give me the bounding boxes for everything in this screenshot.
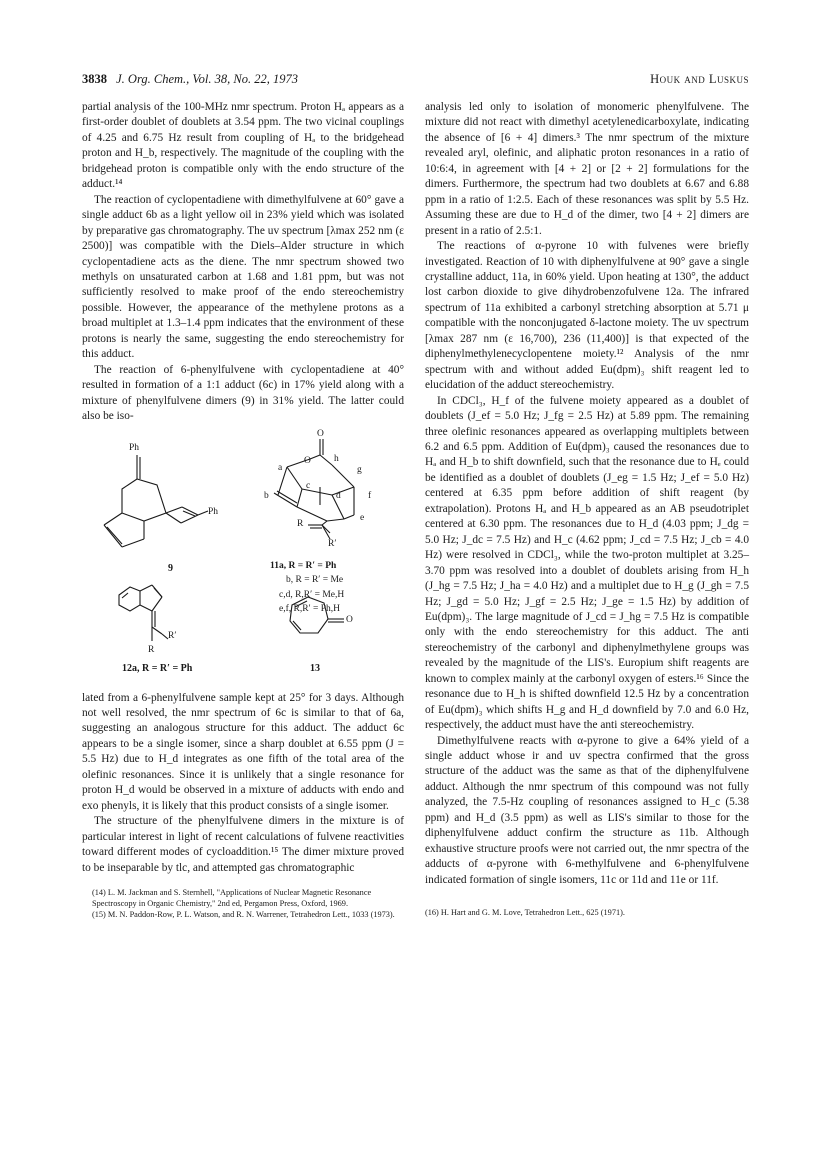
header-left	[82, 72, 298, 87]
label-h: h	[334, 453, 339, 464]
label-c: c	[306, 480, 311, 491]
right-column	[425, 100, 749, 919]
label-e: e	[360, 512, 365, 523]
legend-line: e,f, R,R′ = Ph,H	[279, 604, 341, 615]
label-oxygen: O	[304, 455, 311, 466]
structure-11	[274, 439, 354, 539]
label-r: R	[148, 644, 155, 655]
structures-figure	[82, 427, 404, 685]
paragraph: The reaction of 6-phenylfulvene with cyclopentadiene at 40° resulted in formation of a 1:1 adduct (6c) in 17% yield along with a mixture of phenylfulvene dimers (9) in 31% yield. The latter could also be iso-	[82, 363, 404, 423]
legend-11	[270, 559, 344, 617]
label-ph: Ph	[129, 442, 140, 453]
compound-number-13: 13	[310, 662, 320, 674]
paragraph: analysis led only to isolation of monomeric phenylfulvene. The mixture did not react with dimethyl acetylenedicarboxylate, indicating the absence of [6 + 4] dimers.³ The nmr spectrum of the mixture revealed aryl, olefinic, and aliphatic proton resonances in a ratio of 10:6:4, in agreement with [4 + 2] or [2 + 2] formulations for the dimers. Furthermore, the spectrum had two doublets at 6.67 and 6.88 ppm in a ratio of 1:2.5. Each of these resonances was split by 5.5 Hz. Assuming these are due to H_d of the dimer, two [4 + 2] dimers are present in a ratio of 2.5:1.	[425, 101, 749, 237]
legend-line: b, R = R′ = Me	[286, 575, 344, 586]
paragraph: partial analysis of the 100-MHz nmr spectrum. Proton Hₐ appears as a first-order doublet of doublets at 3.54 ppm. The two vicinal couplings of 4.25 and 6.75 Hz result from coupling of Hₐ to the bridgehead proton and H_b, respectively. The magnitude of the coupling with the bridgehead proton is compatible only with the endo structure of the adduct.¹⁴	[82, 101, 404, 191]
paragraph: The reactions of α-pyrone 10 with fulvenes were briefly investigated. Reaction of 10 with diphenylfulvene at 90° gave a single crystalline adduct, 11a, in 60% yield. Upon heating at 130°, the adduct lost carbon dioxide to give dihydrobenzofulvene 12a. The infrared spectrum of 11a exhibited a carbonyl stretching absorption at 5.71 μ compatible with the nonconjugated δ-lactone moiety. The uv spectrum [λmax 287 nm (ε 16,700), 236 (11,400)] is that expected of the diphenylmethylenecyclopentene moiety.¹² Analysis of the nmr spectrum with and without added Eu(dpm)₃ shift reagent led to elucidation of the adduct stereochemistry.	[425, 240, 749, 392]
structures-drawing	[82, 427, 404, 685]
journal-citation: J. Org. Chem., Vol. 38, No. 22, 1973	[116, 72, 298, 86]
paragraph: In CDCl₃, H_f of the fulvene moiety appeared as a doublet of doublets (J_ef = 5.0 Hz; J_fg = 2.5 Hz) at 5.89 ppm. The remaining three olefinic resonances appeared as overlapping multiplets between 6.2 and 6.5 ppm. Addition of Eu(dpm)₃ caused the resonances due to Hₐ and H_b to shift downfield, such that the resonance due to Hₑ could be identified as a doublet of doublets (J_eg = 1.5 Hz; J_ef = 5.0 Hz) centered at 6.35 ppm before addition of shift reagent (by extrapolation). Protons Hₐ and H_b appeared as an AB pseudotriplet centered at 6.30 ppm. The resonances due to H_d (4.03 ppm; J_dg = 5.0 Hz; J_dc = 7.5 Hz) and H_c (4.62 ppm; J_cd = 7.5 Hz; J_cb = 4.0 Hz) were resolved in CDCl₃, while the two-proton multiplet at 3.25–3.70 ppm was resolved into a doublet of doublets arising from H_h (J_hg = 7.5 Hz; J_ha = 4.0 Hz) and a multiplet due to H_g (J_gh = 7.5 Hz; J_gd = 5.0 Hz; J_gf = 2.5 Hz; J_ge = 1.5 Hz) by addition of Eu(dpm)₃. The large magnitude of J_cd = J_hg = 7.5 Hz is compatible only with the endo stereochemistry for this adduct. The anti stereochemistry of the carbonyl and diphenylmethylene groups was revealed by the magnitude of the LIS's. Europium shift reagents are known to complex mainly at the carbonyl oxygen of esters.¹⁶ Since the resonance due to H_h is shifted downfield 12.5 Hz by a concentration of Eu(dpm)₃ which shifts H_g and H_d downfield by 7.0 and 6.0 Hz, respectively, the adduct must have the anti stereochemistry.	[425, 394, 749, 732]
paragraph: Dimethylfulvene reacts with α-pyrone to give a 64% yield of a single adduct whose ir and uv spectra confirmed that the gross structure of the adduct was the same as that of the diphenylfulvene adduct. Although the nmr spectrum of this compound was not fully analyzed, the 7.5-Hz coupling of resonances assigned to H_c (5.38 ppm) and H_d (3.5 ppm) as well as LIS's similar to those for the diphenylfulvene adduct confirm the structure as 11b. Although exhaustive structure proofs were not carried out, the nmr spectra of the adducts of α-pyrone with 6-methylfulvene and 6-phenylfulvene indicated formation of single isomers, 11c or 11d and 11e or 11f.	[425, 734, 749, 886]
label-d: d	[336, 490, 341, 501]
structure-9	[104, 455, 208, 547]
label-f: f	[368, 490, 372, 501]
legend-line: c,d, R,R′ = Me,H	[279, 589, 345, 600]
footnote: (16) H. Hart and G. M. Love, Tetrahedron Lett., 625 (1971).	[425, 908, 625, 918]
legend-line: 11a, R = R′ = Ph	[270, 560, 337, 571]
footnotes	[82, 888, 404, 921]
paragraph: The reaction of cyclopentadiene with dimethylfulvene at 60° gave a single adduct 6b as a light yellow oil in 23% yield which was isolated by preparative gas chromatography. The uv spectrum [λmax 252 nm (ε 2500)] was compatible with the Diels–Alder structure in which cyclopentadiene acts as the diene. The nmr spectrum showed two methyls on unsaturated carbon at 1.68 and 1.81 ppm, but was not sufficiently resolved to make proof of the endo stereochemistry possible. However, the appearance of the methylene protons as a broad multiplet at 1.3–1.4 ppm indicates that the environment of these protons is nearly the same, suggesting the endo stereochemistry for this adduct.	[82, 193, 404, 361]
footnote: (15) M. N. Paddon-Row, P. L. Watson, and R. N. Warrener, Tetrahedron Lett., 1033 (1973).	[92, 910, 395, 920]
label-a: a	[278, 462, 283, 473]
paragraph: The structure of the phenylfulvene dimers in the mixture is of particular interest in light of recent calculations of fulvene reactivities toward different modes of cycloaddition.¹⁵ The dimer mixture proved to be inseparable by tlc, and attempted gas chromatographic	[82, 815, 404, 874]
structure-12a	[119, 585, 168, 641]
page-header	[82, 72, 749, 90]
compound-caption-12a: 12a, R = R′ = Ph	[122, 662, 193, 674]
label-ph: Ph	[208, 506, 219, 517]
label-b: b	[264, 490, 269, 501]
page-number: 3838	[82, 72, 107, 86]
label-r: R	[297, 518, 304, 529]
label-oxygen: O	[346, 614, 353, 625]
paragraph: lated from a 6-phenylfulvene sample kept at 25° for 3 days. Although not well resolved, the nmr spectrum of 6c is similar to that of 6a, suggesting an analogous structure for this adduct. The adduct 6c appears to be a single isomer, since a sharp doublet at 6.55 ppm (J = 5.5 Hz) due to H_d integrates as one fifth of the total area of the olefinic resonances. Since it is unlikely that a single resonance for proton H_d would be observed in a mixture of adducts with endo and exo phenyls, it is likely that this product consists of a single isomer.	[82, 691, 404, 812]
left-column	[82, 100, 404, 922]
label-oxygen: O	[317, 428, 324, 439]
label-r-prime: R′	[328, 538, 337, 549]
label-g: g	[357, 464, 362, 475]
compound-number-9: 9	[168, 562, 173, 574]
running-title: Houk and Luskus	[650, 72, 749, 86]
label-r-prime: R′	[168, 630, 177, 641]
footnote: (14) L. M. Jackman and S. Sternhell, "Applications of Nuclear Magnetic Resonance Spectroscopy in Organic Chemistry," 2nd ed, Pergamon Press, Oxford, 1969.	[92, 887, 372, 908]
